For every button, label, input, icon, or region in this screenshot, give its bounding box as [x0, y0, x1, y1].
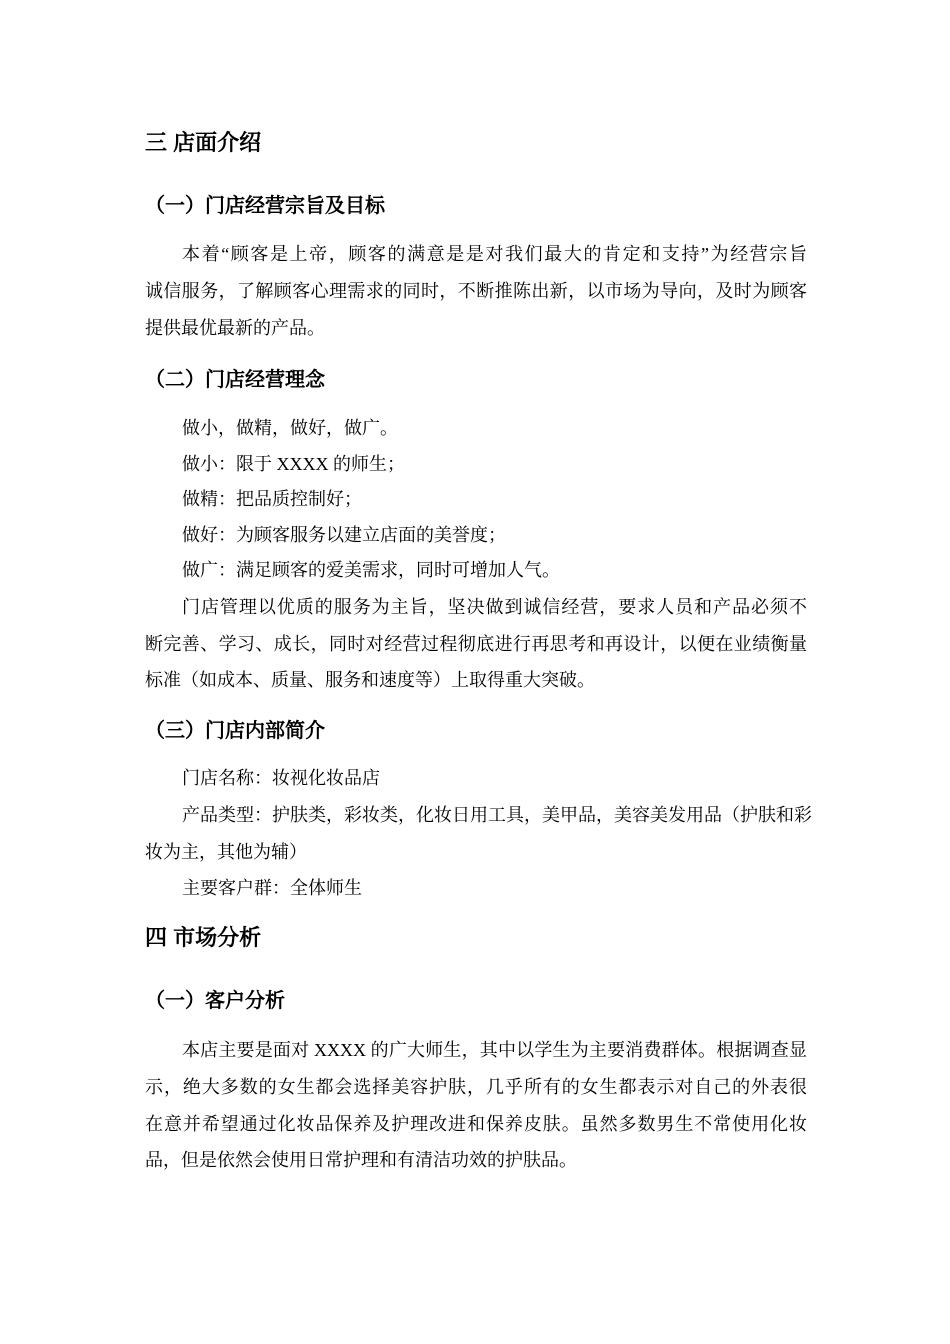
text-line: 本着“顾客是上帝，顾客的满意是是对我们最大的肯定和支持”为经营宗旨 — [182, 244, 807, 264]
philosophy-list — [145, 410, 807, 699]
text-line: 示，绝大多数的女生都会选择美容护肤，几乎所有的女生都表示对自己的外表很 — [145, 1076, 807, 1097]
store-intro — [145, 760, 812, 907]
section-4-heading: 四 市场分析 — [145, 925, 262, 950]
purpose-paragraph — [145, 236, 807, 346]
list-item: 做好：为顾客服务以建立店面的美誉度； — [182, 524, 506, 545]
list-item: 做小：限于 XXXX 的师生； — [182, 453, 405, 474]
text-line: 断完善、学习、成长，同时对经营过程彻底进行再思考和再设计，以便在业绩衡量 — [145, 633, 807, 654]
list-item: 做小，做精，做好，做广。 — [182, 418, 398, 438]
list-item: 做精：把品质控制好； — [182, 489, 362, 510]
text-line: 在意并希望通过化妆品保养及护理改进和保养皮肤。虽然多数男生不常使用化妆 — [145, 1113, 807, 1134]
store-name: 门店名称：妆视化妆品店 — [182, 768, 380, 788]
text-line: 提供最优最新的产品。 — [145, 317, 325, 338]
section-3-heading: 三 店面介绍 — [145, 130, 262, 155]
text-line: 门店管理以优质的服务为主旨，坚决做到诚信经营，要求人员和产品必须不 — [182, 596, 807, 617]
subsection-philosophy-heading: （二）门店经营理念 — [145, 369, 325, 391]
subsection-purpose-heading: （一）门店经营宗旨及目标 — [145, 195, 385, 217]
text-line: 本店主要是面对 XXXX 的广大师生，其中以学生为主要消费群体。根据调查显 — [182, 1040, 807, 1060]
text-line: 标准（如成本、质量、服务和速度等）上取得重大突破。 — [145, 670, 595, 691]
subsection-customer-analysis-heading: （一）客户分析 — [145, 990, 285, 1012]
customer-group: 主要客户群：全体师生 — [182, 878, 362, 899]
list-item: 做广：满足顾客的爱美需求，同时可增加人气。 — [182, 560, 560, 581]
text-line: 品，但是依然会使用日常护理和有清洁功效的护肤品。 — [145, 1150, 577, 1171]
subsection-store-intro-heading: （三）门店内部简介 — [145, 720, 325, 742]
customer-analysis-paragraph — [145, 1032, 807, 1179]
product-types-line: 妆为主，其他为辅） — [145, 841, 307, 862]
product-types-line: 产品类型：护肤类，彩妆类，化妆日用工具，美甲品，美容美发用品（护肤和彩 — [182, 804, 812, 825]
text-line: 诚信服务，了解顾客心理需求的同时，不断推陈出新，以市场为导向，及时为顾客 — [145, 280, 807, 301]
